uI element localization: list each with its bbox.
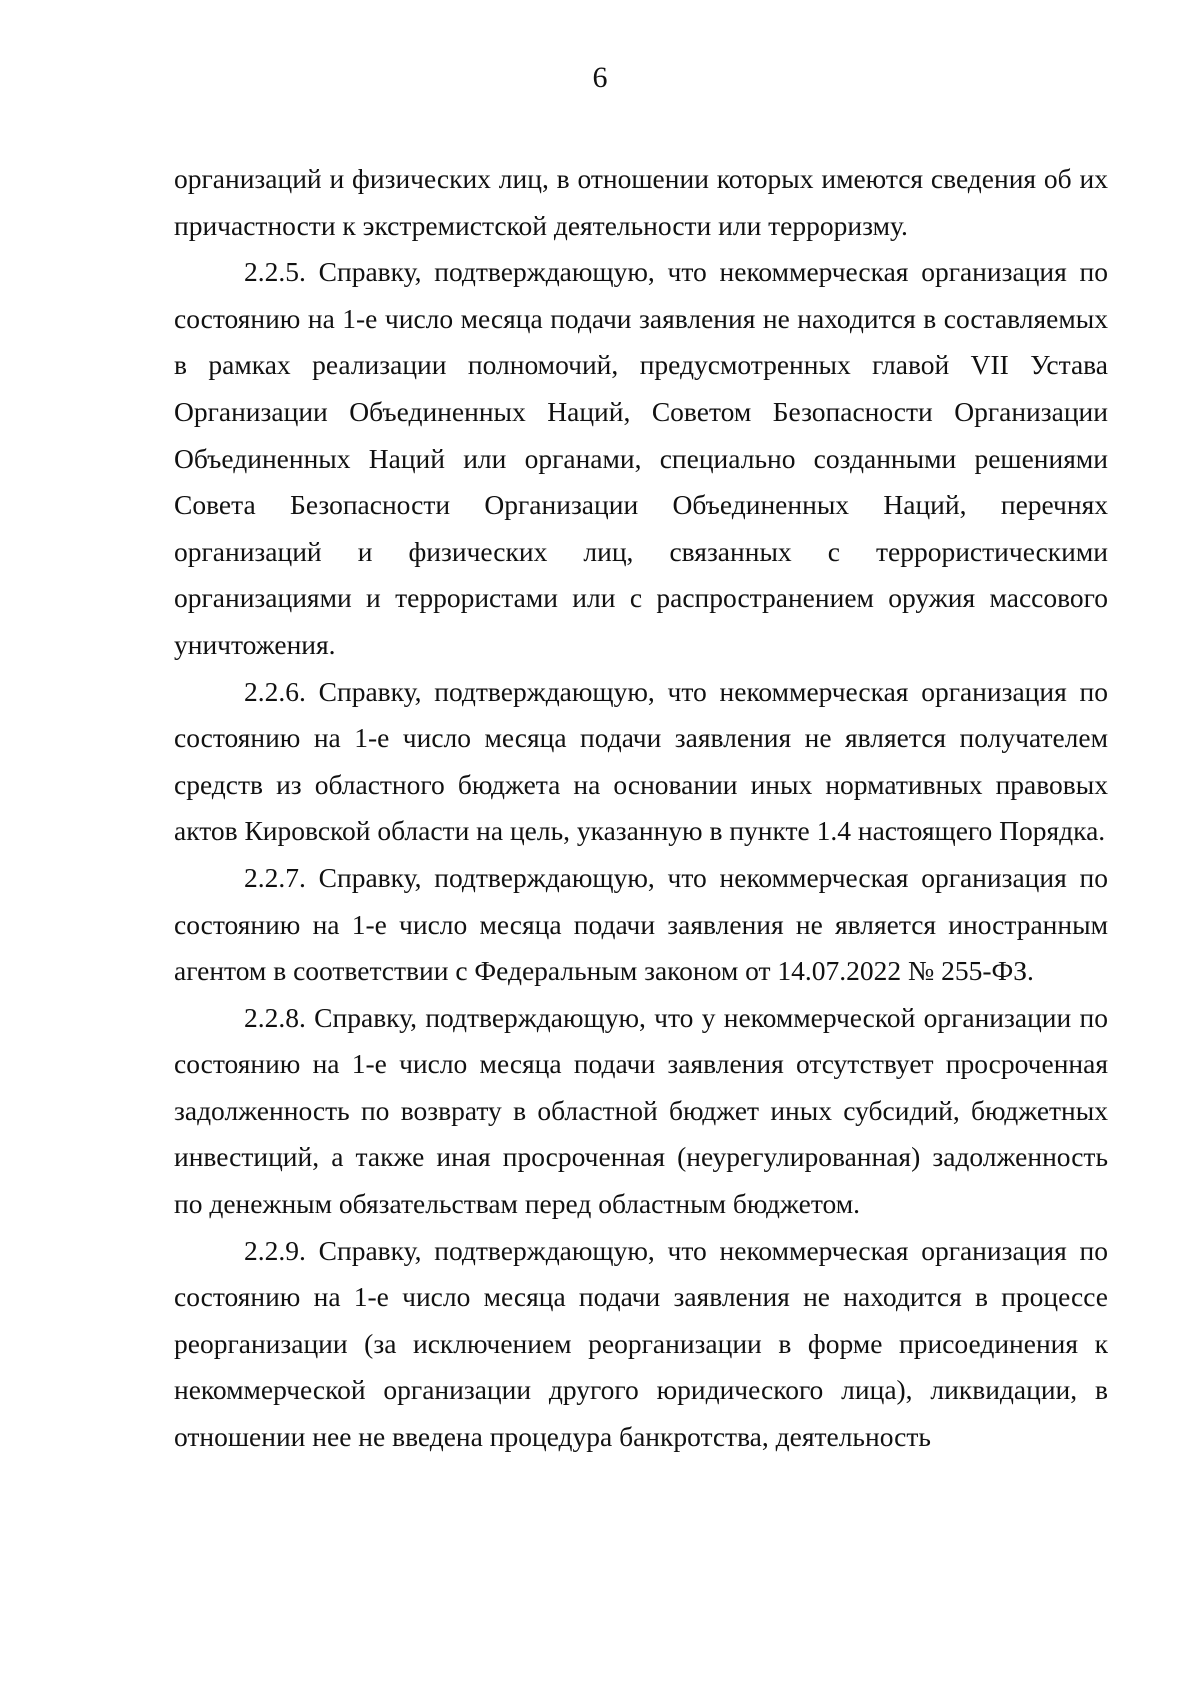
document-body (174, 156, 1108, 1461)
paragraph-2-2-6: 2.2.6. Справку, подтверждающую, что некоммерческая организация по состоянию на 1-е число месяца подачи заявления не является получателем средств из областного бюджета на основании иных нормативных правовых актов Кировской области на цель, указанную в пункте 1.4 настоящего Порядка. (174, 675, 1108, 847)
page-number: 6 (592, 61, 608, 94)
paragraph-2-2-7: 2.2.7. Справку, подтверждающую, что некоммерческая организация по состоянию на 1-е число месяца подачи заявления не является иностранным агентом в соответствии с Федеральным законом от 14.07.2022 № 255-ФЗ. (174, 861, 1108, 987)
paragraph-2-2-9: 2.2.9. Справку, подтверждающую, что некоммерческая организация по состоянию на 1-е число месяца подачи заявления не находится в процессе реорганизации (за исключением реорганизации в форме присоединения к некоммерческой организации другого юридического лица), ликвидации, в отношении нее не введена процедура банкротства, деятельность (174, 1234, 1108, 1453)
paragraph-2-2-5: 2.2.5. Справку, подтверждающую, что некоммерческая организация по состоянию на 1-е число месяца подачи заявления не находится в составляемых в рамках реализации полномочий, предусмотренных главой VII Устава Организации Объединенных Наций, Советом Безопасности Организации Объединенных Наций или органами, специально созданными решениями Совета Безопасности Организации Объединенных Наций, перечнях организаций и физических лиц, связанных с террористическими организациями и террористами или с распространением оружия массового уничтожения. (174, 256, 1108, 660)
paragraph-2-2-8: 2.2.8. Справку, подтверждающую, что у некоммерческой организации по состоянию на 1-е число месяца подачи заявления отсутствует просроченная задолженность по возврату в областной бюджет иных субсидий, бюджетных инвестиций, а также иная просроченная (неурегулированная) задолженность по денежным обязательствам перед областным бюджетом. (174, 1001, 1108, 1220)
paragraph-continuation: организаций и физических лиц, в отношении которых имеются сведения об их причастности к экстремистской деятельности или терроризму. (174, 163, 1108, 241)
